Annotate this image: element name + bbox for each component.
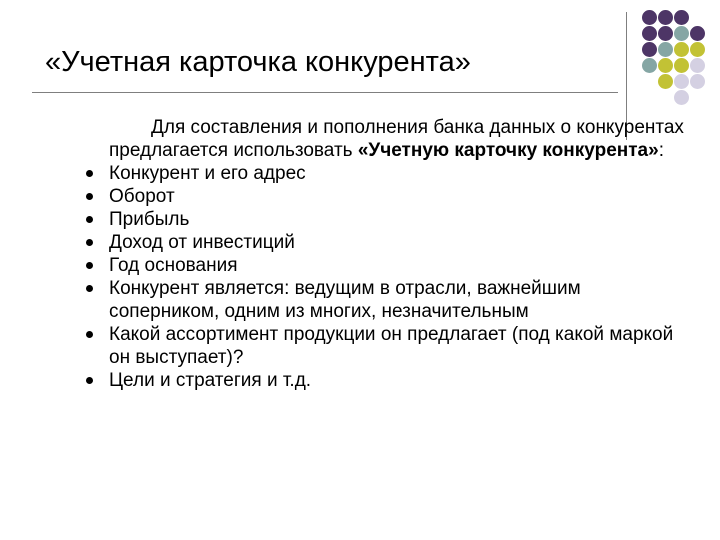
decor-dot	[690, 58, 705, 73]
list-item-text: Цели и стратегия и т.д.	[109, 370, 312, 391]
list-item	[109, 277, 694, 323]
decor-dot	[642, 26, 657, 41]
bullet-icon	[86, 170, 93, 177]
list-item	[109, 323, 694, 369]
decor-dot	[690, 42, 705, 57]
list-item	[109, 369, 694, 392]
list-item	[109, 208, 694, 231]
bullet-icon	[86, 377, 93, 384]
list-item-text: Доход от инвестиций	[109, 232, 295, 253]
bullet-icon	[86, 331, 93, 338]
decor-dot	[658, 42, 673, 57]
decor-dot	[674, 90, 689, 105]
decor-dot	[674, 74, 689, 89]
list-item	[109, 162, 694, 185]
bullet-icon	[86, 262, 93, 269]
decor-dot	[642, 58, 657, 73]
decor-dot	[658, 58, 673, 73]
decor-dot	[658, 74, 673, 89]
bullet-icon	[86, 285, 93, 292]
decor-dot	[690, 26, 705, 41]
list-item-text: Конкурент является: ведущим в отрасли, важнейшим соперником, одним из многих, незначительным	[109, 278, 581, 322]
decor-dot	[674, 58, 689, 73]
slide-body	[109, 116, 694, 392]
decor-dot	[674, 10, 689, 25]
decor-dot	[642, 10, 657, 25]
list-item-text: Год основания	[109, 255, 238, 276]
list-item	[109, 185, 694, 208]
intro-text: Для составления и пополнения банка данных о конкурентах предлагается использовать	[109, 117, 684, 161]
decor-dot	[658, 10, 673, 25]
bullet-icon	[86, 239, 93, 246]
decor-dot	[674, 42, 689, 57]
list-item	[109, 231, 694, 254]
list-item-text: Прибыль	[109, 209, 190, 230]
bullet-icon	[86, 216, 93, 223]
list-item-text: Конкурент и его адрес	[109, 163, 306, 184]
list-item	[109, 254, 694, 277]
intro-bold-text: «Учетную карточку конкурента»	[357, 140, 659, 161]
decor-dot	[642, 42, 657, 57]
slide-title: «Учетная карточка конкурента»	[45, 46, 471, 78]
bullet-icon	[86, 193, 93, 200]
list-item-text: Оборот	[109, 186, 175, 207]
decor-dot	[674, 26, 689, 41]
intro-text-end: :	[658, 140, 664, 161]
intro-paragraph	[109, 116, 694, 162]
decor-dot	[658, 26, 673, 41]
list-item-text: Какой ассортимент продукции он предлагает (под какой маркой он выступает)?	[109, 324, 674, 368]
bullet-list	[109, 162, 694, 392]
decor-dot	[690, 74, 705, 89]
